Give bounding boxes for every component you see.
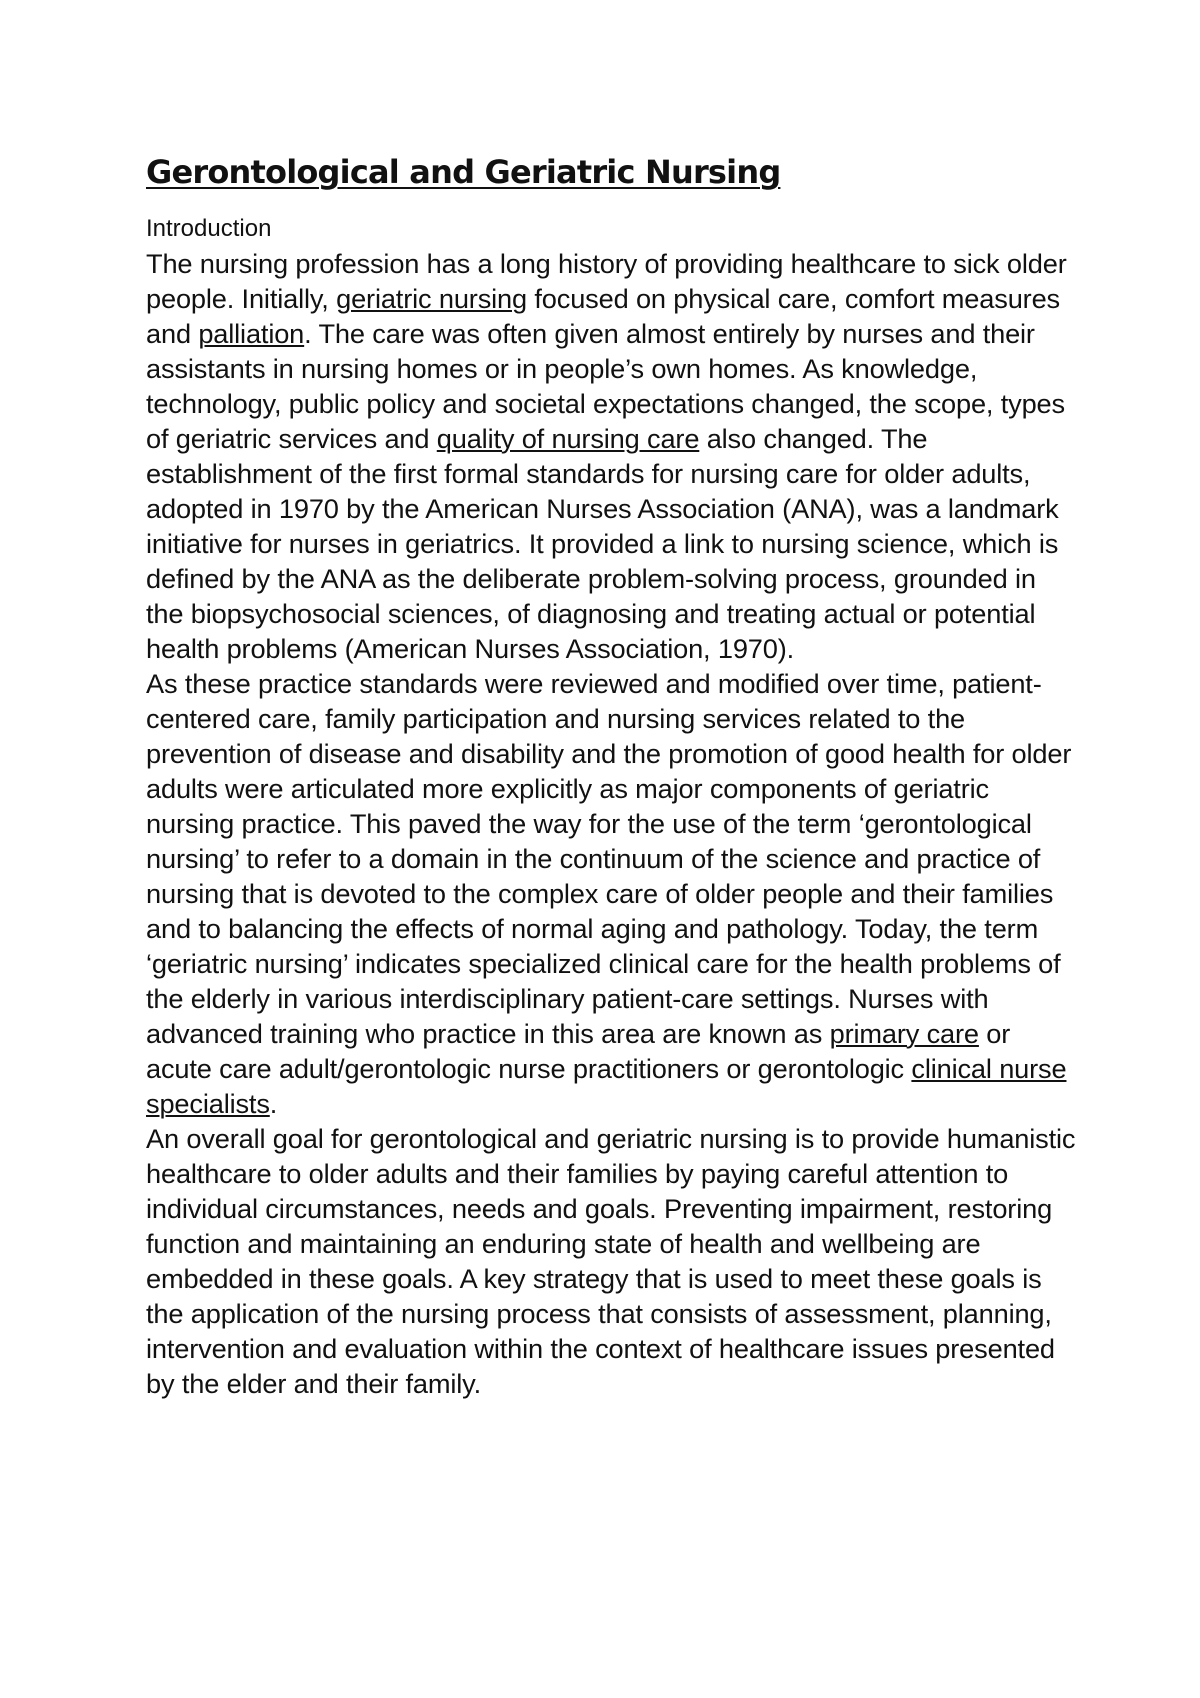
document-body xyxy=(146,150,1076,1401)
paragraph-2 xyxy=(146,666,1076,1121)
document-title: Gerontological and Geriatric Nursing xyxy=(146,153,781,191)
paragraph-3 xyxy=(146,1121,1076,1401)
paragraph-3-text-1: An overall goal for gerontological and geriatric nursing is to provide humanistic healthcare to older adults and their families by paying careful attention to individual circumstances, needs and goals. Preventing impairment, restoring function and maintaining an enduring state of health and wellbeing are embedded in these goals. A key strategy that is used to meet these goals is the application of the nursing process that consists of assessment, planning, intervention and evaluation within the context of healthcare issues presented by the elder and their family. xyxy=(146,1123,1076,1399)
paragraph-2-text-1: As these practice standards were reviewed and modified over time, patient-centered care, family participation and nursing services related to the prevention of disease and disability and the promotion of good health for older adults were articulated more explicitly as major components of geriatric nursing practice. This paved the way for the use of the term ‘gerontological nursing’ to refer to a domain in the continuum of the science and practice of nursing that is devoted to the complex care of older people and their families and to balancing the effects of normal aging and pathology. Today, the term ‘geriatric nursing’ indicates specialized clinical care for the health problems of the elderly in various interdisciplinary patient-care settings. Nurses with advanced training who practice in this area are known as xyxy=(146,668,1072,1049)
paragraph-1-text-1: The nursing profession has a long history of providing healthcare to sick older people. Initially, xyxy=(146,248,1067,314)
paragraph-1-text-2: focused on physical care, comfort measures and xyxy=(146,283,1060,349)
paragraph-1-text-4: also changed. The establishment of the first formal standards for nursing care for older adults, adopted in 1970 by the American Nurses Association (ANA), was a landmark initiative for nurses in geriatrics. It provided a link to nursing science, which is defined by the ANA as the deliberate problem-solving process, grounded in the biopsychosocial sciences, of diagnosing and treating actual or potential health problems (American Nurses Association, 1970). xyxy=(146,423,1059,664)
link-geriatric-nursing[interactable]: geriatric nursing xyxy=(336,283,527,314)
link-primary-care[interactable]: primary care xyxy=(829,1018,979,1049)
section-heading-introduction: Introduction xyxy=(146,215,272,242)
paragraph-2-text-2: or acute care adult/gerontologic nurse practitioners or gerontologic xyxy=(146,1018,1011,1084)
link-clinical-nurse-specialists[interactable]: clinical nurse specialists xyxy=(146,1053,1067,1119)
link-palliation[interactable]: palliation xyxy=(198,318,305,349)
paragraph-1 xyxy=(146,246,1076,666)
link-quality-of-nursing-care[interactable]: quality of nursing care xyxy=(436,423,700,454)
paragraph-1-text-3: . The care was often given almost entirely by nurses and their assistants in nursing homes or in people’s own homes. As knowledge, technology, public policy and societal expectations changed, the scope, types of geriatric services and xyxy=(146,318,1065,454)
paragraph-2-text-3: . xyxy=(269,1088,278,1119)
